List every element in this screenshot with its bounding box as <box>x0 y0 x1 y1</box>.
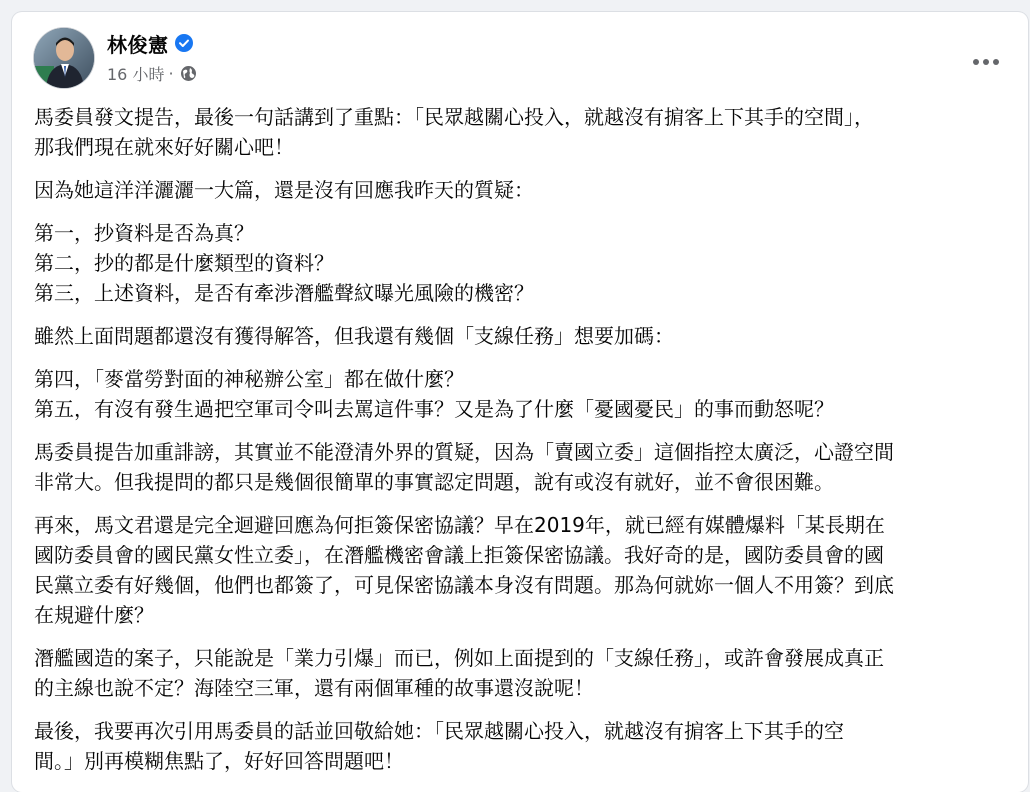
verified-badge-icon <box>175 34 193 52</box>
post-paragraph <box>34 321 1009 351</box>
post-text-line: 最後，我要再次引用馬委員的話並回敬給她：「民眾越關心投入，就越沒有掮客上下其手的空 <box>34 719 844 743</box>
post-text-line: 因為她這洋洋灑灑一大篇，還是沒有回應我昨天的質疑： <box>34 178 534 202</box>
post-header <box>34 28 1004 92</box>
post-text-line: 的主線也說不定？海陸空三軍，還有兩個軍種的故事還沒說呢！ <box>34 676 594 700</box>
post-text-line: 間。」別再模糊焦點了，好好回答問題吧！ <box>34 749 404 773</box>
post-text-line: 第三，上述資料，是否有牽涉潛艦聲紋曝光風險的機密？ <box>34 281 534 305</box>
avatar[interactable] <box>34 28 94 88</box>
post-text-line: 雖然上面問題都還沒有獲得解答，但我還有幾個「支線任務」想要加碼： <box>34 324 674 348</box>
post-text-line: 第二，抄的都是什麼類型的資料？ <box>34 251 334 275</box>
globe-icon[interactable] <box>180 65 197 82</box>
post-paragraph <box>34 364 1009 424</box>
post-text-line: 潛艦國造的案子，只能說是「業力引爆」而已，例如上面提到的「支線任務」，或許會發展成真正 <box>34 646 884 670</box>
post-paragraph <box>34 510 1009 630</box>
post-text-line: 第五，有沒有發生過把空軍司令叫去罵這件事？又是為了什麼「憂國憂民」的事而動怒呢？ <box>34 397 834 421</box>
post-text-line: 民黨立委有好幾個，他們也都簽了，可見保密協議本身沒有問題。那為何就妳一個人不用簽？到底 <box>34 573 894 597</box>
more-options-icon[interactable] <box>968 44 1004 80</box>
author-row <box>107 30 193 56</box>
post-text-line: 再來，馬文君還是完全迴避回應為何拒簽保密協議？早在2019年，就已經有媒體爆料「某長期在 <box>34 513 885 537</box>
post-text-line: 馬委員提告加重誹謗，其實並不能澄清外界的質疑，因為「賣國立委」這個指控太廣泛，心證空間 <box>34 440 894 464</box>
post-time[interactable]: 16 小時 <box>107 65 165 84</box>
post-text-line: 非常大。但我提問的都只是幾個很簡單的事實認定問題，說有或沒有就好，並不會很困難。 <box>34 470 834 494</box>
post-meta <box>107 62 197 85</box>
post-body <box>34 102 1009 789</box>
meta-separator: · <box>168 64 174 83</box>
post-paragraph <box>34 218 1009 308</box>
post-paragraph <box>34 643 1009 703</box>
post-text-line: 在規避什麼？ <box>34 603 154 627</box>
post-paragraph <box>34 716 1009 776</box>
post-paragraph <box>34 437 1009 497</box>
post-paragraph <box>34 102 1009 162</box>
author-name[interactable]: 林俊憲 <box>107 32 169 57</box>
post-text-line: 那我們現在就來好好關心吧！ <box>34 135 294 159</box>
post-text-line: 馬委員發文提告，最後一句話講到了重點：「民眾越關心投入，就越沒有掮客上下其手的空間」， <box>34 105 874 129</box>
post-card <box>12 12 1028 792</box>
avatar-portrait <box>34 28 94 88</box>
post-text-line: 第一，抄資料是否為真？ <box>34 221 254 245</box>
post-text-line: 第四，「麥當勞對面的神秘辦公室」都在做什麼？ <box>34 367 464 391</box>
post-paragraph <box>34 175 1009 205</box>
post-text-line: 國防委員會的國民黨女性立委」，在潛艦機密會議上拒簽保密協議。我好奇的是，國防委員會的國 <box>34 543 884 567</box>
